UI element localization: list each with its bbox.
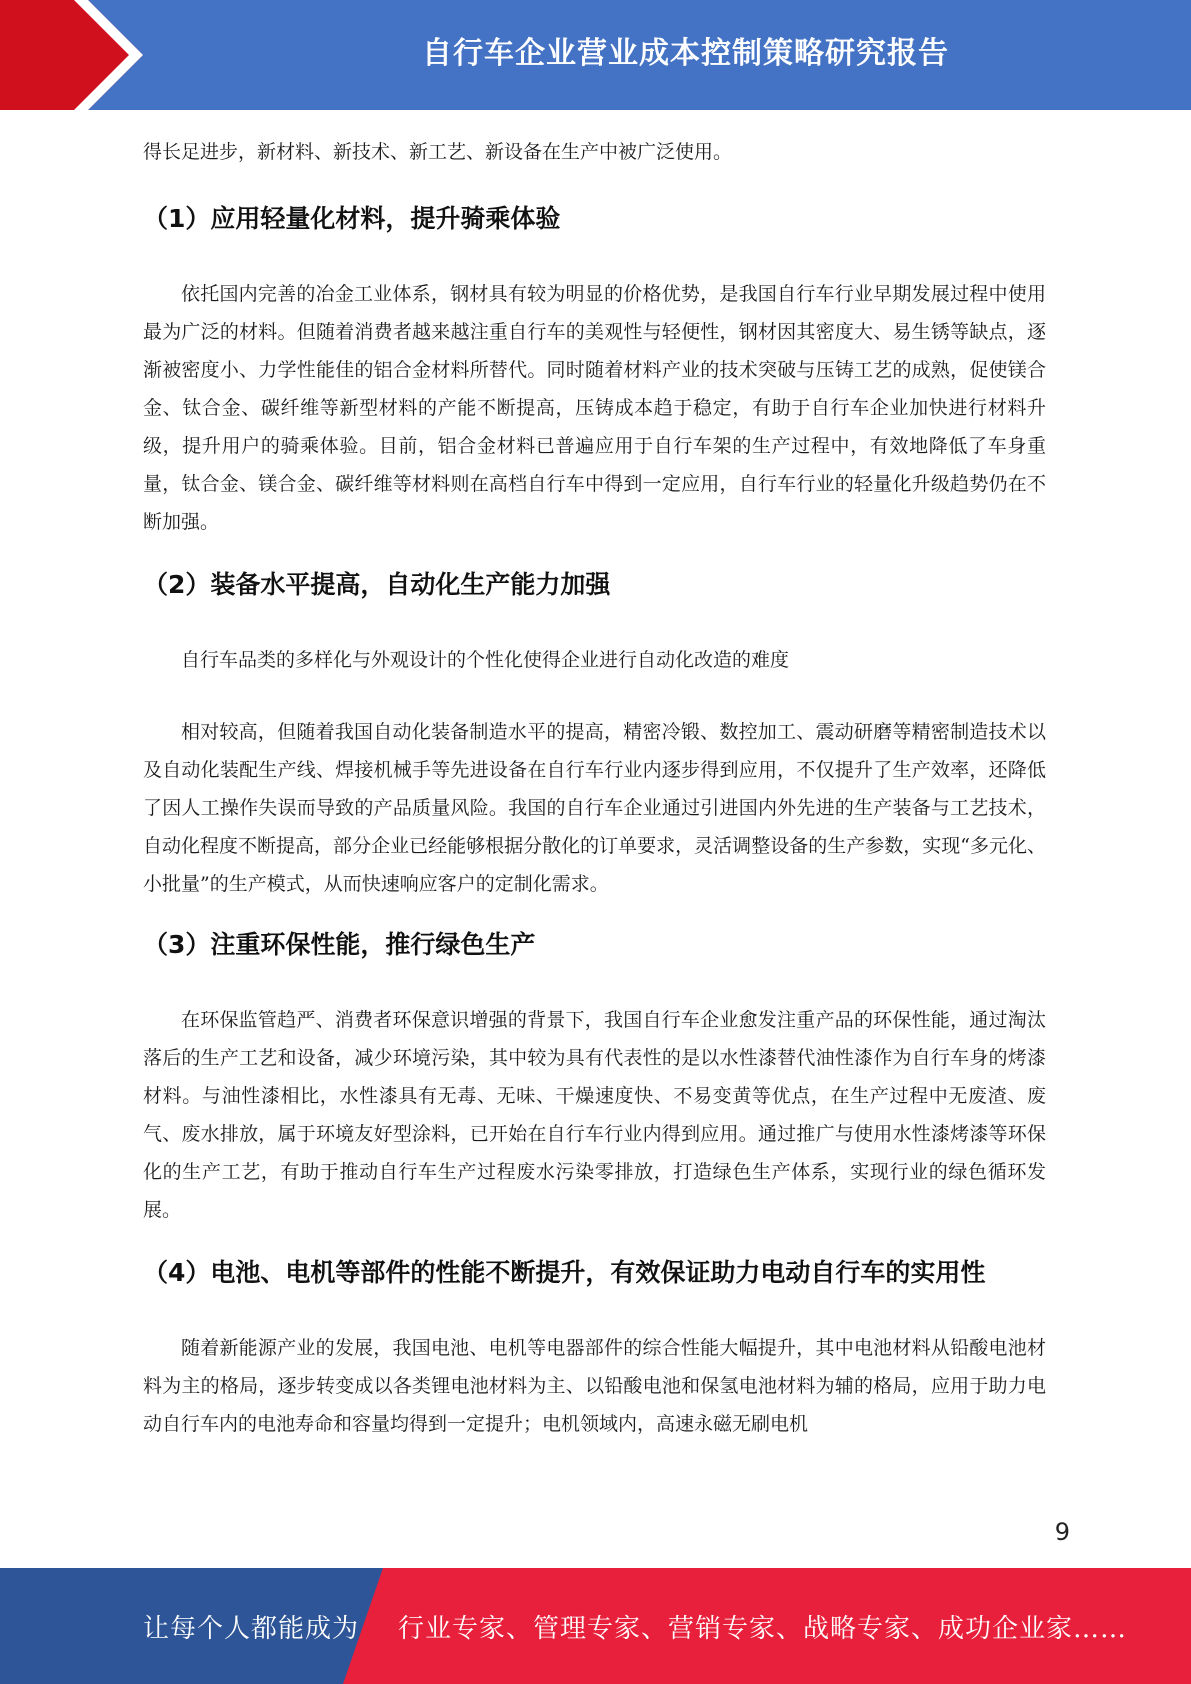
section-1-paragraph: 依托国内完善的冶金工业体系，钢材具有较为明显的价格优势，是我国自行车行业早期发展过程中使用最为广泛的材料。但随着消费者越来越注重自行车的美观性与轻便性，钢材因其密度大、易生锈等缺点，逐渐被密度小、力学性能佳的铝合金材料所替代。同时随着材料产业的技术突破与压铸工艺的成熟，促使镁合金、钛合金、碳纤维等新型材料的产能不断提高，压铸成本趋于稳定，有助于自行车企业加快进行材料升级，提升用户的骑乘体验。目前，铝合金材料已普遍应用于自行车架的生产过程中，有效地降低了车身重量，钛合金、镁合金、碳纤维等材料则在高档自行车中得到一定应用，自行车行业的轻量化升级趋势仍在不断加强。 (143, 283, 1046, 533)
section-2-paragraph-2: 相对较高，但随着我国自动化装备制造水平的提高，精密冷锻、数控加工、震动研磨等精密制造技术以及自动化装配生产线、焊接机械手等先进设备在自行车行业内逐步得到应用，不仅提升了生产效率，还降低了因人工操作失误而导致的产品质量风险。我国的自行车企业通过引进国内外先进的生产装备与工艺技术，自动化程度不断提高，部分企业已经能够根据分散化的订单要求，灵活调整设备的生产参数，实现“多元化、小批量”的生产模式，从而快速响应客户的定制化需求。 (143, 721, 1046, 895)
section-3-heading: （3）注重环保性能，推行绿色生产 (143, 930, 536, 959)
section-2-heading: （2）装备水平提高，自动化生产能力加强 (143, 570, 611, 599)
page-footer (0, 1568, 1191, 1684)
section-4-heading: （4）电池、电机等部件的性能不断提升，有效保证助力电动自行车的实用性 (143, 1258, 986, 1287)
section-4-paragraph: 随着新能源产业的发展，我国电池、电机等电器部件的综合性能大幅提升，其中电池材料从铅酸电池材料为主的格局，逐步转变成以各类锂电池材料为主、以铅酸电池和保氢电池材料为辅的格局，应用于助力电动自行车内的电池寿命和容量均得到一定提升；电机领域内，高速永磁无刷电机 (143, 1337, 1046, 1435)
report-title: 自行车企业营业成本控制策略研究报告 (422, 36, 949, 71)
section-1-heading: （1）应用轻量化材料，提升骑乘体验 (143, 204, 561, 233)
section-2-paragraph-1: 自行车品类的多样化与外观设计的个性化使得企业进行自动化改造的难度 (181, 649, 790, 671)
page-header (0, 0, 1191, 110)
footer-slogan-left: 让每个人都能成为 (143, 1613, 360, 1644)
footer-slogan-right: 行业专家、管理专家、营销专家、战略专家、成功企业家…… (398, 1613, 1128, 1644)
page-content (143, 130, 1046, 1443)
section-3-paragraph: 在环保监管趋严、消费者环保意识增强的背景下，我国自行车企业愈发注重产品的环保性能，通过淘汰落后的生产工艺和设备，减少环境污染，其中较为具有代表性的是以水性漆替代油性漆作为自行车身的烤漆材料。与油性漆相比，水性漆具有无毒、无味、干燥速度快、不易变黄等优点，在生产过程中无废渣、废气、废水排放，属于环境友好型涂料，已开始在自行车行业内得到应用。通过推广与使用水性漆烤漆等环保化的生产工艺，有助于推动自行车生产过程废水污染零排放，打造绿色生产体系，实现行业的绿色循环发展。 (143, 1009, 1046, 1221)
intro-paragraph: 得长足进步，新材料、新技术、新工艺、新设备在生产中被广泛使用。 (143, 141, 733, 163)
header-red-arrow-icon (0, 0, 150, 110)
page-number: 9 (1054, 1518, 1070, 1546)
